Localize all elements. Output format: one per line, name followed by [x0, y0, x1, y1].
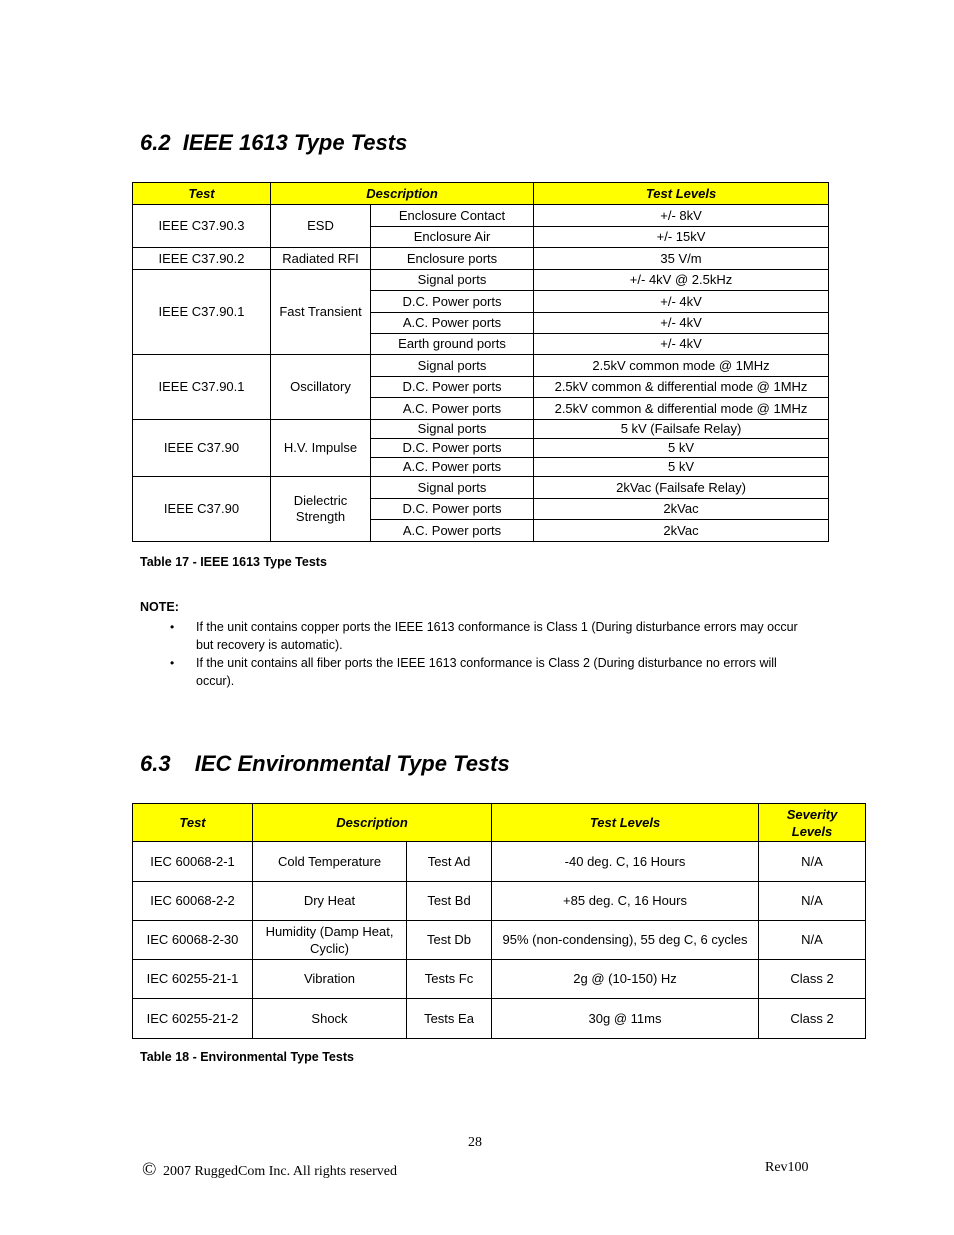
- table-cell-test: IEC 60255-21-1: [133, 960, 253, 999]
- table-caption-18: Table 18 - Environmental Type Tests: [140, 1050, 354, 1064]
- table-cell-description: Dry Heat: [253, 882, 407, 921]
- header-line: Severity: [786, 806, 838, 822]
- table-cell-test: IEEE C37.90.1: [133, 270, 271, 355]
- iec-environmental-table: [132, 803, 866, 1039]
- table-cell-level: 30g @ 11ms: [492, 999, 759, 1039]
- copyright-icon: ©: [142, 1159, 157, 1180]
- table-cell-description: H.V. Impulse: [271, 420, 371, 477]
- table-cell-severity: Class 2: [759, 960, 866, 999]
- table-cell-test: IEEE C37.90: [133, 420, 271, 477]
- section-number: 6.2: [140, 130, 171, 155]
- section-number: 6.3: [140, 751, 171, 776]
- section-title: IEEE 1613 Type Tests: [182, 130, 408, 155]
- table-cell-description: Oscillatory: [271, 355, 371, 420]
- table-cell-test: IEC 60255-21-2: [133, 999, 253, 1039]
- table-caption-17: Table 17 - IEEE 1613 Type Tests: [140, 555, 327, 569]
- header-test-levels: Test Levels: [492, 804, 759, 842]
- table-cell-subtest: D.C. Power ports: [371, 439, 534, 458]
- table-cell-level: +/- 4kV @ 2.5kHz: [534, 270, 829, 291]
- table-cell-subtest: Tests Ea: [407, 999, 492, 1039]
- table-cell-severity: N/A: [759, 882, 866, 921]
- table-cell-level: 2g @ (10-150) Hz: [492, 960, 759, 999]
- table-cell-test: IEEE C37.90.2: [133, 248, 271, 270]
- note-heading: NOTE:: [140, 600, 179, 614]
- table-cell-description: [253, 921, 407, 960]
- table-cell-subtest: A.C. Power ports: [371, 458, 534, 477]
- table-cell-level: 5 kV: [534, 458, 829, 477]
- table-cell-level: +/- 8kV: [534, 205, 829, 227]
- table-cell-level: 2.5kV common & differential mode @ 1MHz: [534, 398, 829, 420]
- table-cell-description: Cold Temperature: [253, 842, 407, 882]
- description-line: Strength: [295, 509, 346, 524]
- revision-label: Rev100: [765, 1160, 809, 1175]
- table-cell-description: Fast Transient: [271, 270, 371, 355]
- table-cell-subtest: Signal ports: [371, 270, 534, 291]
- table-cell-description: ESD: [271, 205, 371, 248]
- table-cell-subtest: Test Db: [407, 921, 492, 960]
- copyright-text: 2007 RuggedCom Inc. All rights reserved: [162, 1164, 398, 1179]
- table-cell-level: 2.5kV common mode @ 1MHz: [534, 355, 829, 377]
- table-cell-level: +/- 4kV: [534, 291, 829, 313]
- page-number: 28: [468, 1135, 482, 1150]
- table-cell-level: -40 deg. C, 16 Hours: [492, 842, 759, 882]
- header-line: Levels: [791, 823, 833, 839]
- table-cell-subtest: D.C. Power ports: [371, 377, 534, 398]
- table-cell-description: Radiated RFI: [271, 248, 371, 270]
- table-cell-level: 2.5kV common & differential mode @ 1MHz: [534, 377, 829, 398]
- table-cell-subtest: Tests Fc: [407, 960, 492, 999]
- table-cell-level: +/- 4kV: [534, 334, 829, 355]
- table-cell-test: IEC 60068-2-2: [133, 882, 253, 921]
- table-cell-test: IEC 60068-2-1: [133, 842, 253, 882]
- table-cell-subtest: A.C. Power ports: [371, 398, 534, 420]
- table-cell-description: [271, 477, 371, 542]
- table-cell-subtest: Signal ports: [371, 420, 534, 439]
- table-cell-test: IEEE C37.90.3: [133, 205, 271, 248]
- note-bullet: If the unit contains copper ports the IEEE 1613 conformance is Class 1 (During disturbance errors may occur but recovery is automatic).: [196, 620, 798, 652]
- table-cell-subtest: Test Bd: [407, 882, 492, 921]
- bullet-icon: •: [170, 656, 175, 670]
- description-line: Humidity (Damp Heat,: [265, 924, 394, 939]
- table-cell-description: Vibration: [253, 960, 407, 999]
- table-cell-severity: N/A: [759, 921, 866, 960]
- table-cell-test: IEEE C37.90: [133, 477, 271, 542]
- note-bullet: If the unit contains all fiber ports the IEEE 1613 conformance is Class 2 (During disturbance no errors will occur).: [196, 656, 777, 688]
- table-cell-level: 95% (non-condensing), 55 deg C, 6 cycles: [492, 921, 759, 960]
- table-cell-severity: N/A: [759, 842, 866, 882]
- header-description: Description: [271, 183, 534, 205]
- table-cell-level: 35 V/m: [534, 248, 829, 270]
- table-cell-description: Shock: [253, 999, 407, 1039]
- table-cell-subtest: Enclosure Contact: [371, 205, 534, 227]
- table-cell-subtest: Earth ground ports: [371, 334, 534, 355]
- table-cell-subtest: Signal ports: [371, 355, 534, 377]
- table-cell-subtest: A.C. Power ports: [371, 520, 534, 542]
- table-cell-severity: Class 2: [759, 999, 866, 1039]
- table-cell-level: 5 kV: [534, 439, 829, 458]
- table-cell-subtest: D.C. Power ports: [371, 499, 534, 520]
- table-cell-subtest: D.C. Power ports: [371, 291, 534, 313]
- table-cell-level: 2kVac: [534, 520, 829, 542]
- section-heading-6-3: [140, 751, 510, 777]
- table-cell-level: 2kVac: [534, 499, 829, 520]
- header-severity-levels: [759, 804, 866, 842]
- section-title: IEC Environmental Type Tests: [194, 751, 510, 776]
- description-line: Dielectric: [293, 493, 348, 508]
- table-cell-test: IEEE C37.90.1: [133, 355, 271, 420]
- table-cell-subtest: A.C. Power ports: [371, 313, 534, 334]
- table-cell-level: 2kVac (Failsafe Relay): [534, 477, 829, 499]
- copyright-line: [142, 1159, 397, 1181]
- table-cell-level: 5 kV (Failsafe Relay): [534, 420, 829, 439]
- section-heading-6-2: [140, 130, 407, 156]
- header-test: Test: [133, 804, 253, 842]
- bullet-icon: •: [170, 620, 175, 634]
- description-line: Cyclic): [310, 941, 349, 956]
- table-cell-subtest: Signal ports: [371, 477, 534, 499]
- header-test-levels: Test Levels: [534, 183, 829, 205]
- table-cell-subtest: Enclosure Air: [371, 227, 534, 248]
- header-description: Description: [253, 804, 492, 842]
- table-cell-subtest: Enclosure ports: [371, 248, 534, 270]
- table-cell-subtest: Test Ad: [407, 842, 492, 882]
- header-test: Test: [133, 183, 271, 205]
- table-cell-test: IEC 60068-2-30: [133, 921, 253, 960]
- ieee-1613-table: [132, 182, 829, 542]
- table-cell-level: +/- 4kV: [534, 313, 829, 334]
- table-cell-level: +85 deg. C, 16 Hours: [492, 882, 759, 921]
- table-cell-level: +/- 15kV: [534, 227, 829, 248]
